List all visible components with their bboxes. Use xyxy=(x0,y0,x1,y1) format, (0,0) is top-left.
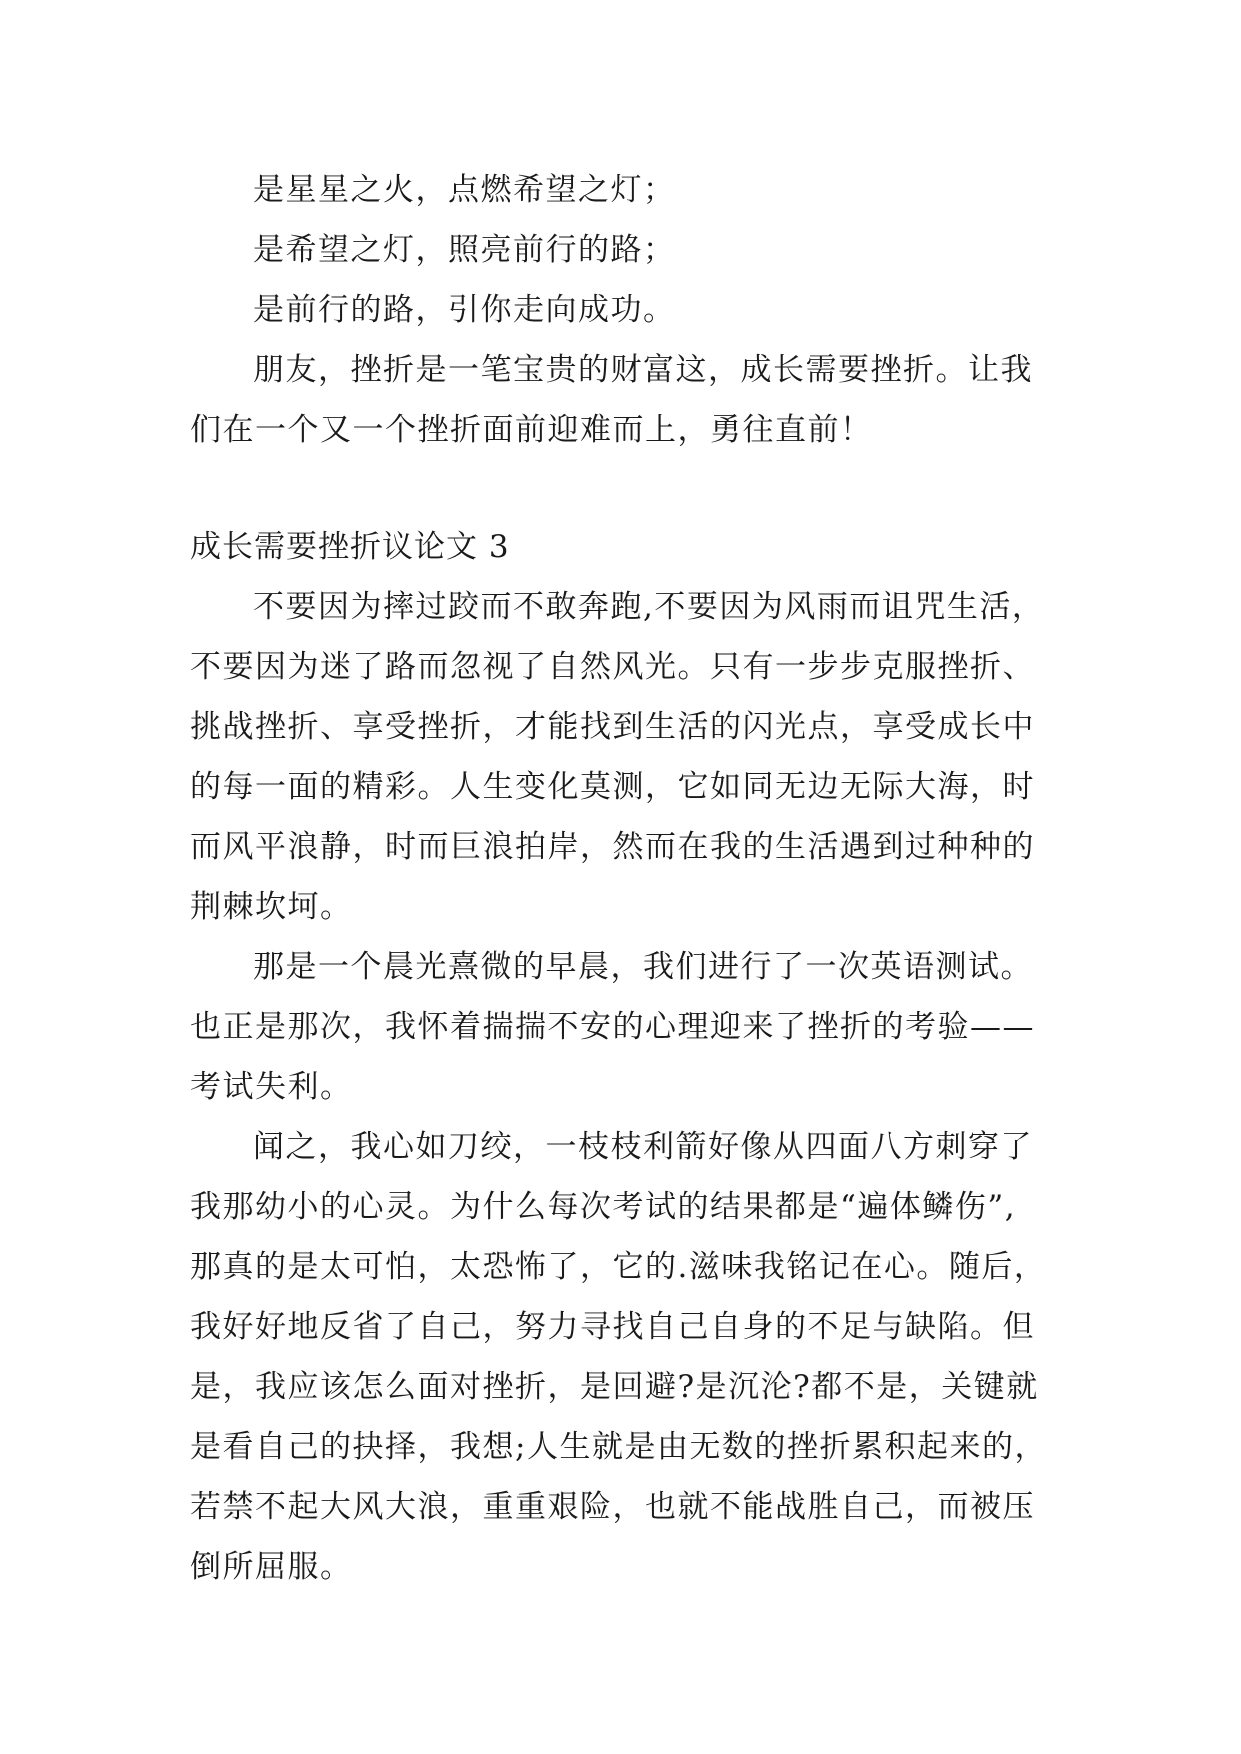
text-line: 是，我应该怎么面对挫折，是回避?是沉沦?都不是，关键就 xyxy=(190,1369,1039,1405)
text-line: 我那幼小的心灵。为什么每次考试的结果都是“遍体鳞伤”, xyxy=(190,1189,1017,1225)
text-line: 不要因为迷了路而忽视了自然风光。只有一步步克服挫折、 xyxy=(190,649,1035,685)
text-line: 考试失利。 xyxy=(190,1069,353,1105)
text-line: 的每一面的精彩。人生变化莫测，它如同无边无际大海，时 xyxy=(190,769,1035,805)
text-line: 而风平浪静，时而巨浪拍岸，然而在我的生活遇到过种种的 xyxy=(190,829,1035,865)
text-line: 荆棘坎坷。 xyxy=(190,889,353,925)
paragraph xyxy=(190,937,1060,1117)
text-line: 我好好地反省了自己，努力寻找自己自身的不足与缺陷。但 xyxy=(190,1309,1035,1345)
text-line: 那真的是太可怕，太恐怖了，它的.滋味我铭记在心。随后， xyxy=(190,1249,1047,1285)
text-line: 闻之，我心如刀绞，一枝枝利箭好像从四面八方刺穿了 xyxy=(253,1129,1033,1165)
document-body xyxy=(190,160,1060,1597)
paragraph xyxy=(190,1117,1060,1597)
poem-line: 是星星之火，点燃希望之灯； xyxy=(253,172,676,208)
text-line: 那是一个晨光熹微的早晨，我们进行了一次英语测试。 xyxy=(253,949,1033,985)
text-line: 也正是那次，我怀着揣揣不安的心理迎来了挫折的考验—— xyxy=(190,1009,1035,1045)
closing-paragraph xyxy=(190,340,1060,460)
poem-line: 是前行的路，引你走向成功。 xyxy=(253,292,676,328)
text-line: 们在一个又一个挫折面前迎难而上，勇往直前！ xyxy=(190,412,873,448)
text-line: 不要因为摔过跤而不敢奔跑,不要因为风雨而诅咒生活， xyxy=(253,589,1045,625)
spacer xyxy=(190,460,1060,517)
text-line: 若禁不起大风大浪，重重艰险，也就不能战胜自己，而被压 xyxy=(190,1489,1035,1525)
paragraph xyxy=(190,577,1060,937)
text-line: 倒所屈服。 xyxy=(190,1549,353,1585)
text-line: 挑战挫折、享受挫折，才能找到生活的闪光点，享受成长中 xyxy=(190,709,1035,745)
text-line: 朋友，挫折是一笔宝贵的财富这，成长需要挫折。让我 xyxy=(253,352,1033,388)
section-title: 成长需要挫折议论文 3 xyxy=(190,529,510,565)
text-line: 是看自己的抉择，我想;人生就是由无数的挫折累积起来的， xyxy=(190,1429,1047,1465)
poem-line: 是希望之灯，照亮前行的路； xyxy=(253,232,676,268)
